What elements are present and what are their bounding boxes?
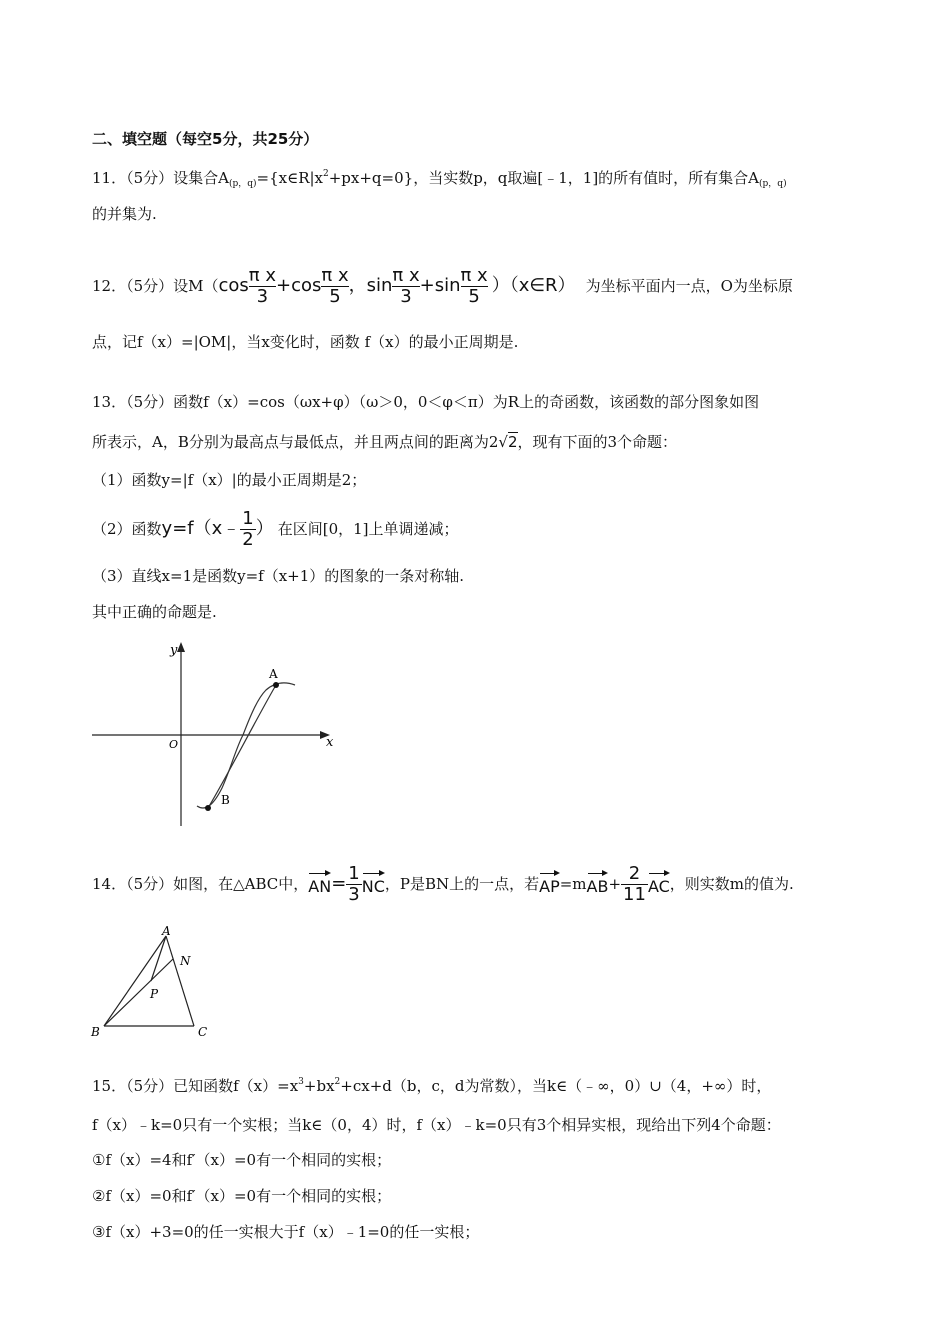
q12-prefix: 12．（5分）设M（ bbox=[92, 277, 219, 295]
q15-text-b: +bx bbox=[303, 1077, 335, 1095]
q12-plus-sin: +sin bbox=[419, 275, 461, 296]
q13-item2-label: （2）函数 bbox=[92, 520, 162, 538]
question-13-line-1: 13．（5分）函数f（x）=cos（ωx+φ）（ω＞0，0＜φ＜π）为R上的奇函数，该函数的部分图象如图 bbox=[92, 393, 760, 411]
q14-equals-m: =m bbox=[559, 875, 587, 893]
function-curve bbox=[197, 683, 295, 808]
vector-ab: AB bbox=[587, 871, 609, 897]
origin-label: O bbox=[169, 738, 179, 751]
q11-superscript: 2 bbox=[323, 169, 329, 179]
q14-plus: + bbox=[608, 875, 622, 893]
q15-cube: 3 bbox=[298, 1077, 304, 1087]
vector-ap: AP bbox=[539, 871, 560, 897]
x-axis-label: x bbox=[326, 735, 334, 750]
q14-prefix: 14．（5分）如图，在△ABC中， bbox=[92, 875, 309, 893]
side-ac bbox=[166, 936, 194, 1026]
point-a-dot bbox=[273, 682, 279, 688]
vector-ac: AC bbox=[648, 871, 670, 897]
q11-subscript-2: (p，q) bbox=[759, 179, 787, 189]
q11-text-c: +px+q=0}，当实数p，q取遍[﹣1，1]的所有值时，所有集合A bbox=[328, 169, 760, 187]
y-axis-label: y bbox=[170, 643, 178, 658]
question-11-line-1 bbox=[92, 164, 787, 194]
q12-fraction-1: $\frac{\text{π x}}{3}$ bbox=[248, 264, 277, 307]
q13-item2-text: 在区间[0，1]上单调递减； bbox=[277, 520, 459, 538]
question-14-line bbox=[92, 860, 794, 908]
question-13-line-2 bbox=[92, 432, 677, 452]
q15-item-3: ③f（x）+3=0的任一实根大于f（x）﹣1=0的任一实根； bbox=[92, 1223, 480, 1241]
q15-item-1: ①f（x）=4和f′（x）=0有一个相同的实根； bbox=[92, 1151, 392, 1169]
q13-item-3: （3）直线x=1是函数y=f（x+1）的图象的一条对称轴. bbox=[92, 567, 465, 585]
q14-suffix: ，则实数m的值为. bbox=[669, 875, 794, 893]
segment-ap bbox=[151, 936, 166, 981]
q15-item-2: ②f（x）=0和f′（x）=0有一个相同的实根； bbox=[92, 1187, 392, 1205]
q13-item2-formula: y=f（x﹣ bbox=[161, 518, 241, 539]
q12-fraction-3: $\frac{\text{π x}}{3}$ bbox=[392, 264, 420, 307]
q12-fraction-4: $\frac{\text{π x}}{5}$ bbox=[460, 264, 488, 307]
q13-conclusion: 其中正确的命题是. bbox=[92, 603, 217, 621]
question-11-line-2: 的并集为. bbox=[92, 205, 157, 223]
q11-text-b: ={x∈R|x bbox=[256, 169, 323, 187]
q12-sin: ，sin bbox=[348, 275, 393, 296]
q13-line2-text-b: ，现有下面的3个命题： bbox=[517, 433, 678, 451]
q15-text-c: +cx+d（b，c，d为常数），当k∈（﹣∞，0）∪（4，+∞）时， bbox=[340, 1077, 772, 1095]
section-heading: 二、填空题（每空5分，共25分） bbox=[92, 130, 319, 148]
question-15-line-2: f（x）﹣k=0只有一个实根；当k∈（0，4）时，f（x）﹣k=0只有3个相异实根，现给出下列4个命题： bbox=[92, 1116, 781, 1134]
q13-item2-fraction: $\frac{1}{2}$ bbox=[242, 507, 254, 550]
point-p-label: P bbox=[150, 987, 159, 1001]
point-n-label: N bbox=[180, 954, 191, 968]
question-15-line-1 bbox=[92, 1072, 771, 1096]
side-ab bbox=[104, 936, 166, 1026]
q13-line2-text-a: 所表示，A，B分别为最高点与最低点，并且两点间的距离为2 bbox=[92, 433, 499, 451]
q12-cos: cos bbox=[218, 275, 249, 296]
vector-an: AN bbox=[308, 871, 331, 897]
q13-function-graph bbox=[88, 636, 348, 832]
q14-fraction-2: $\frac{2}{11}$ bbox=[623, 862, 646, 905]
q14-fraction-1: $\frac{1}{3}$ bbox=[348, 862, 360, 905]
sqrt-symbol: √ bbox=[498, 433, 508, 451]
point-b-label: B bbox=[221, 793, 230, 807]
question-12-line-2: 点，记f（x）=|OM|，当x变化时，函数 f（x）的最小正周期是. bbox=[92, 333, 519, 351]
q11-subscript: (p，q) bbox=[228, 179, 257, 189]
q11-text-a: 11．（5分）设集合A bbox=[92, 169, 229, 187]
q14-middle-text: ，P是BN上的一点，若 bbox=[384, 875, 540, 893]
y-axis-arrow bbox=[177, 642, 185, 652]
segment-bn bbox=[104, 959, 173, 1026]
point-a-label: A bbox=[269, 667, 278, 681]
q12-suffix: 为坐标平面内一点，O为坐标原 bbox=[585, 277, 793, 295]
q13-item-1: （1）函数y=|f（x）|的最小正周期是2； bbox=[92, 471, 367, 489]
q14-triangle-figure bbox=[88, 922, 218, 1044]
q13-item-2 bbox=[92, 508, 459, 550]
q14-equals: = bbox=[331, 873, 347, 894]
q15-square: 2 bbox=[334, 1077, 341, 1087]
vertex-b-label: B bbox=[91, 1025, 100, 1039]
q13-item2-close: ） bbox=[255, 518, 274, 539]
q15-text-a: 15．（5分）已知函数f（x）=x bbox=[92, 1077, 299, 1095]
q12-close: ）（x∈R） bbox=[491, 275, 576, 296]
q12-plus-cos: +cos bbox=[276, 275, 322, 296]
sqrt-radicand: 2 bbox=[507, 433, 518, 451]
vector-nc: NC bbox=[362, 871, 385, 897]
question-12-line-1 bbox=[92, 262, 793, 310]
q12-fraction-2: $\frac{\text{π x}}{5}$ bbox=[321, 264, 349, 307]
point-b-dot bbox=[205, 805, 211, 811]
vertex-c-label: C bbox=[198, 1025, 208, 1039]
line-ab bbox=[208, 685, 276, 808]
vertex-a-label: A bbox=[162, 924, 171, 938]
